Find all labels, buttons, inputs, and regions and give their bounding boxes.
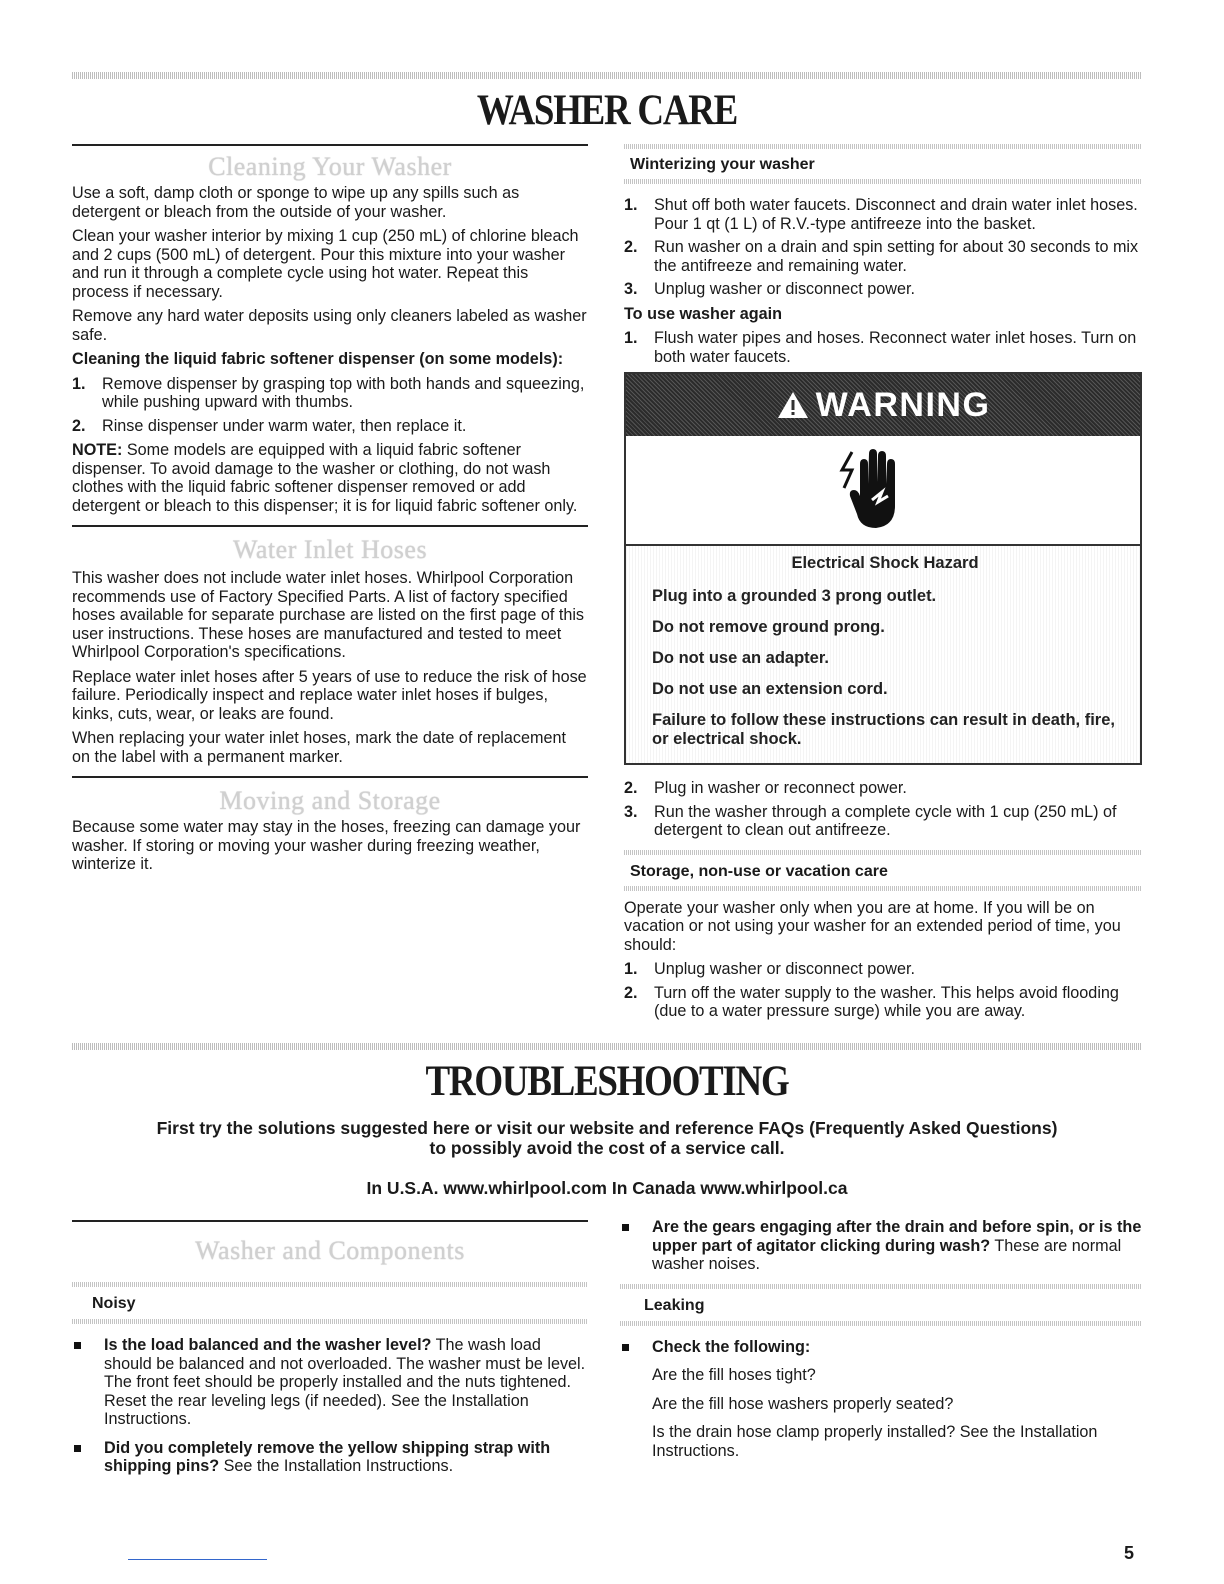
warning-label: WARNING xyxy=(815,385,991,424)
hazard-title: Electrical Shock Hazard xyxy=(791,554,979,572)
divider xyxy=(72,1319,588,1324)
step-text: Rinse dispenser under warm water, then replace it. xyxy=(102,416,467,435)
question: Are the gears engaging after the drain and before spin, or is the upper part of agitator clicking during wash? xyxy=(652,1218,1142,1255)
step-text: Remove dispenser by grasping top with both hands and squeezing, while pushing upward with thumbs. xyxy=(102,374,585,411)
paragraph: Operate your washer only when you are at home. If you will be on vacation or not using your washer for an extended period of time, you should: xyxy=(624,898,1121,954)
electric-shock-hand-icon xyxy=(838,444,908,534)
list-item xyxy=(620,1338,1142,1461)
warning-text xyxy=(626,546,1140,763)
noisy-heading: Noisy xyxy=(92,1295,136,1312)
warning-line: Failure to follow these instructions can result in death, fire, or electrical shock. xyxy=(652,711,1115,748)
paragraph: Use a soft, damp cloth or sponge to wipe up any spills such as detergent or bleach from the outside of your washer. xyxy=(72,184,520,221)
list-item xyxy=(624,779,1142,798)
step-text: Run washer on a drain and spin setting for about 30 seconds to mix the antifreeze and remaining water. xyxy=(654,238,1139,275)
paragraph: When replacing your water inlet hoses, mark the date of replacement on the label with a permanent marker. xyxy=(72,729,566,766)
list-item xyxy=(624,329,1142,366)
warning-line: Do not use an adapter. xyxy=(652,649,829,667)
paragraph: Because some water may stay in the hoses, freezing can damage your washer. If storing or moving your washer during freezing weather, winterize it. xyxy=(72,818,581,873)
step-number: 2. xyxy=(624,983,638,1002)
list-item xyxy=(624,803,1142,840)
check-line: Is the drain hose clamp properly installed? See the Installation Instructions. xyxy=(652,1423,1098,1460)
intro-line: to possibly avoid the cost of a service call. xyxy=(429,1138,785,1158)
storage-heading: Storage, non-use or vacation care xyxy=(630,862,888,880)
step-text: Run the washer through a complete cycle with 1 cup (250 mL) of detergent to clean out antifreeze. xyxy=(654,802,1117,839)
bullet xyxy=(622,1344,629,1351)
noisy-list xyxy=(72,1336,588,1476)
check-line: Are the fill hoses tight? xyxy=(652,1366,816,1384)
step-number: 2. xyxy=(624,238,638,256)
paragraph: Replace water inlet hoses after 5 years of use to reduce the risk of hose failure. Periodically inspect and replace water inlet hoses if bulges, kinks, cuts, wear, or leaks are found. xyxy=(72,667,587,723)
troubleshooting-title: TROUBLESHOOTING xyxy=(425,1058,789,1105)
winterizing-heading: Winterizing your washer xyxy=(630,156,815,173)
divider xyxy=(624,850,1142,855)
list-item xyxy=(624,280,1142,299)
footer-line xyxy=(128,1559,267,1560)
step-text: Flush water pipes and hoses. Reconnect water inlet hoses. Turn on both water faucets. xyxy=(654,329,1137,366)
intro-line: First try the solutions suggested here or visit our website and reference FAQs (Frequently Asked Questions) xyxy=(156,1118,1058,1138)
list-item xyxy=(72,1336,588,1429)
websites: In U.S.A. www.whirlpool.com In Canada www.whirlpool.ca xyxy=(366,1178,848,1198)
step-text: Unplug washer or disconnect power. xyxy=(654,280,915,298)
paragraph: Clean your washer interior by mixing 1 cup (250 mL) of chlorine bleach and 2 cups (500 mL) of detergent. Pour this mixture into your washer and run it through a complete cycle using hot water. Repeat this process if necessary. xyxy=(72,227,579,301)
after-warning-steps xyxy=(624,779,1142,840)
warning-box xyxy=(624,372,1142,765)
list-item xyxy=(624,238,1142,275)
warning-line: Plug into a grounded 3 prong outlet. xyxy=(652,587,937,605)
divider xyxy=(620,1284,1142,1289)
trouble-right-column xyxy=(620,1218,1142,1470)
step-text: Shut off both water faucets. Disconnect and drain water inlet hoses. Pour 1 qt (1 L) of R.V.-type antifreeze into the basket. xyxy=(654,196,1138,233)
rule xyxy=(72,1220,588,1222)
troubleshooting-intro xyxy=(72,1118,1142,1158)
answer: See the Installation Instructions. xyxy=(219,1457,454,1475)
use-again-steps xyxy=(624,329,1142,366)
divider xyxy=(620,1321,1142,1326)
step-text: Plug in washer or reconnect power. xyxy=(654,779,907,797)
bullet xyxy=(74,1445,81,1452)
section-heading-moving: Moving and Storage xyxy=(219,786,441,815)
list-item xyxy=(72,417,588,436)
paragraph: Remove any hard water deposits using only cleaners labeled as washer safe. xyxy=(72,307,587,344)
question: Check the following: xyxy=(652,1337,811,1356)
warning-header xyxy=(626,374,1140,436)
list-item xyxy=(624,960,1142,979)
top-divider xyxy=(72,72,1142,79)
note-text: Some models are equipped with a liquid fabric softener dispenser. To avoid damage to the washer or clothing, do not wash clothes with the liquid fabric softener dispenser removed or add detergent or bleach to this dispenser; it is for liquid fabric softener only. xyxy=(72,441,578,515)
trouble-left-column xyxy=(72,1220,588,1486)
section-heading-components: Washer and Components xyxy=(195,1236,465,1265)
rule xyxy=(72,525,588,527)
rule xyxy=(72,776,588,778)
step-number: 2. xyxy=(624,779,638,797)
list-item xyxy=(620,1218,1142,1274)
use-again-heading: To use washer again xyxy=(624,304,783,323)
list-item xyxy=(72,1439,588,1476)
warning-line: Do not remove ground prong. xyxy=(652,618,885,636)
page-number: 5 xyxy=(1124,1543,1135,1563)
paragraph: This washer does not include water inlet hoses. Whirlpool Corporation recommends use of Factory Specified Parts. A list of factory specified hoses available for separate purchase are listed on the first page of this user instructions. These hoses are manufactured and tested to meet Whirlpool Corporation's specifications. xyxy=(72,569,585,661)
divider xyxy=(624,144,1142,149)
step-number: 1. xyxy=(624,196,638,214)
section-heading-hoses: Water Inlet Hoses xyxy=(232,535,428,564)
bullet xyxy=(622,1224,629,1231)
shock-hazard-area xyxy=(626,436,1140,546)
bullet xyxy=(74,1342,81,1349)
step-number: 3. xyxy=(624,280,638,298)
divider xyxy=(624,886,1142,891)
noisy-list-continued xyxy=(620,1218,1142,1274)
warning-triangle-icon xyxy=(776,390,810,420)
left-column xyxy=(72,144,588,880)
storage-steps xyxy=(624,960,1142,1021)
step-text: Turn off the water supply to the washer. This helps avoid flooding (due to a water pressure surge) while you are away. xyxy=(654,983,1119,1020)
right-column xyxy=(624,144,1142,1027)
divider xyxy=(72,1282,588,1287)
list-item xyxy=(72,375,588,412)
dispenser-heading: Cleaning the liquid fabric softener dispenser (on some models): xyxy=(72,350,564,368)
note-label: NOTE: xyxy=(72,441,123,459)
page-title: WASHER CARE xyxy=(476,87,738,134)
section-heading-cleaning: Cleaning Your Washer xyxy=(208,152,452,181)
list-item xyxy=(624,196,1142,233)
leaking-list xyxy=(620,1338,1142,1461)
divider xyxy=(624,179,1142,184)
step-number: 1. xyxy=(624,960,638,978)
leaking-heading: Leaking xyxy=(644,1296,705,1314)
rule xyxy=(72,144,588,146)
answer: The wash load should be balanced and not overloaded. The washer must be level. The front feet should be properly installed and the nuts tightened. Reset the rear leveling legs (if needed). See the Installation Instructions. xyxy=(104,1336,586,1428)
winterizing-steps xyxy=(624,196,1142,299)
question: Is the load balanced and the washer level? xyxy=(104,1336,432,1354)
answer: These are normal washer noises. xyxy=(652,1236,1122,1273)
question: Did you completely remove the yellow shipping strap with shipping pins? xyxy=(104,1438,551,1475)
step-number: 2. xyxy=(72,416,86,435)
section-divider xyxy=(72,1043,1142,1050)
step-text: Unplug washer or disconnect power. xyxy=(654,960,915,978)
step-number: 1. xyxy=(72,374,86,393)
note xyxy=(72,441,588,515)
step-number: 1. xyxy=(624,329,638,347)
check-line: Are the fill hose washers properly seated? xyxy=(652,1394,954,1413)
dispenser-steps xyxy=(72,375,588,436)
list-item xyxy=(624,984,1142,1021)
step-number: 3. xyxy=(624,802,638,821)
warning-line: Do not use an extension cord. xyxy=(652,680,888,698)
